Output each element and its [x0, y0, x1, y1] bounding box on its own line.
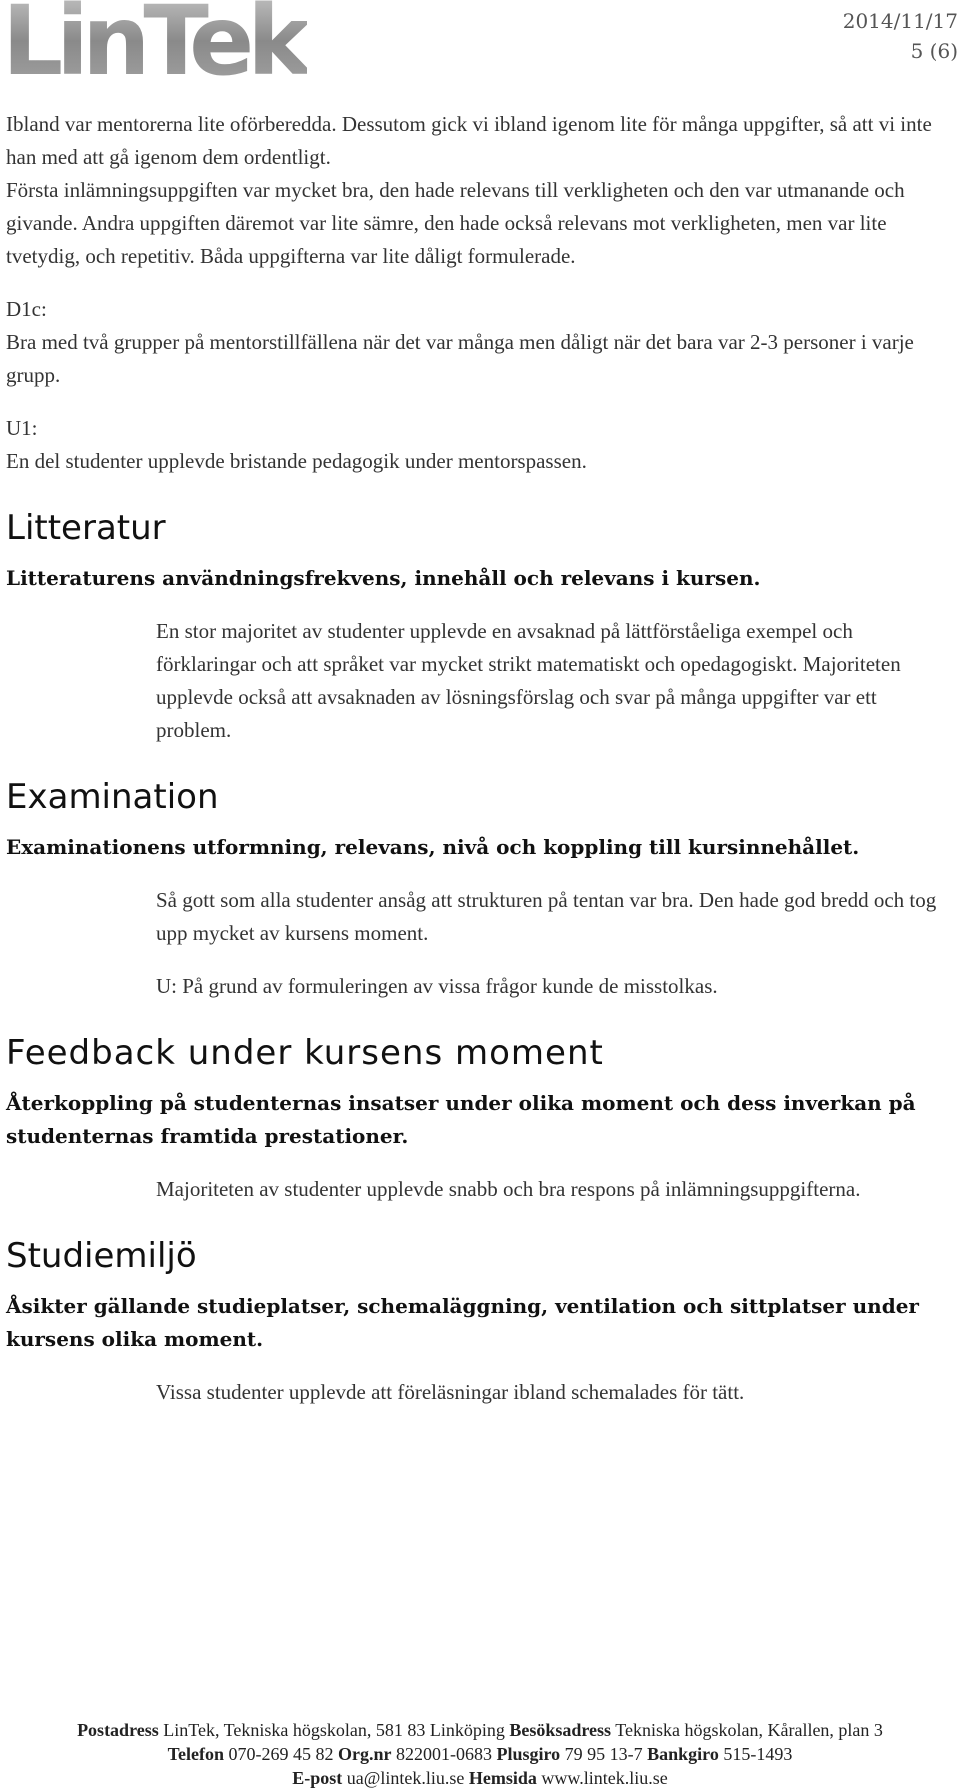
paragraph: Ibland var mentorerna lite oförberedda. Dessutom gick vi ibland igenom lite för många uppgifter, så att vi inte han med att gå igenom dem ordentligt. [6, 112, 932, 169]
document-body [6, 108, 956, 1409]
paragraph: En stor majoritet av studenter upplevde en avsaknad på lättförståeliga exempel och förklaringar och att språket var mycket strikt matematiskt och opedagogiskt. Majoriteten upplevde också att avsaknaden av lösningsförslag och svar på många uppgifter var ett problem. [156, 619, 901, 742]
footer-label: E-post [292, 1768, 343, 1788]
header-meta [843, 6, 958, 66]
subheading-examination: Examinationens utformning, relevans, nivå och koppling till kursinnehållet. [6, 835, 860, 859]
footer-label: Hemsida [468, 1768, 537, 1788]
footer-email-link[interactable]: ua@lintek.liu.se [346, 1768, 465, 1788]
footer-value: Tekniska högskolan, Kårallen, plan 3 [615, 1720, 883, 1740]
footer-line-1 [0, 1718, 960, 1742]
svg-text:LinTek: LinTek [2, 0, 305, 86]
lintek-logo [2, 0, 307, 86]
subheading-feedback: Återkoppling på studenternas insatser under olika moment och dess inverkan på studenternas framtida prestationer. [6, 1091, 916, 1148]
footer-label: Besöksadress [509, 1720, 612, 1740]
footer-value: 79 95 13-7 [564, 1744, 643, 1764]
header-page-number: 5 (6) [910, 39, 958, 63]
header-date: 2014/11/17 [842, 9, 958, 33]
page-header [0, 0, 960, 100]
paragraph: Så gott som alla studenter ansåg att strukturen på tentan var bra. Den hade god bredd och tog upp mycket av kursens moment. [156, 888, 937, 945]
paragraph: U: På grund av formuleringen av vissa frågor kunde de misstolkas. [156, 974, 718, 998]
label-d1c: D1c: [6, 297, 47, 321]
footer-value: 070-269 45 82 [228, 1744, 334, 1764]
footer-label: Bankgiro [647, 1744, 719, 1764]
footer-label: Org.nr [337, 1744, 392, 1764]
footer-website-link[interactable]: www.lintek.liu.se [541, 1768, 668, 1788]
footer-value: 515-1493 [723, 1744, 793, 1764]
footer-line-3 [0, 1766, 960, 1790]
subheading-studiemiljo: Åsikter gällande studieplatser, schemaläggning, ventilation och sittplatser under kursens olika moment. [6, 1294, 919, 1351]
subheading-litteratur: Litteraturens användningsfrekvens, innehåll och relevans i kursen. [6, 566, 761, 590]
page-footer [0, 1718, 960, 1790]
heading-litteratur: Litteratur [6, 508, 166, 548]
paragraph: Första inlämningsuppgiften var mycket bra, den hade relevans till verkligheten och den var utmanande och givande. Andra uppgiften däremot var lite sämre, den hade också relevans mot verkligheten, men var lite tvetydig, och repetitiv. Båda uppgifterna var lite dåligt formulerade. [6, 178, 905, 268]
paragraph: Bra med två grupper på mentorstillfällena när det var många men dåligt när det bara var 2-3 personer i varje grupp. [6, 330, 914, 387]
label-u1: U1: [6, 416, 38, 440]
heading-feedback: Feedback under kursens moment [6, 1033, 604, 1073]
footer-value: 822001-0683 [395, 1744, 492, 1764]
footer-label: Postadress [77, 1720, 159, 1740]
footer-value: LinTek, Tekniska högskolan, 581 83 Linköping [163, 1720, 505, 1740]
heading-examination: Examination [6, 777, 219, 817]
footer-label: Telefon [167, 1744, 224, 1764]
footer-label: Plusgiro [496, 1744, 561, 1764]
footer-line-2 [0, 1742, 960, 1766]
heading-studiemiljo: Studiemiljö [6, 1236, 197, 1276]
paragraph: Vissa studenter upplevde att föreläsningar ibland schemalades för tätt. [156, 1380, 745, 1404]
paragraph: En del studenter upplevde bristande pedagogik under mentorspassen. [6, 449, 587, 473]
paragraph: Majoriteten av studenter upplevde snabb och bra respons på inlämningsuppgifterna. [156, 1177, 861, 1201]
